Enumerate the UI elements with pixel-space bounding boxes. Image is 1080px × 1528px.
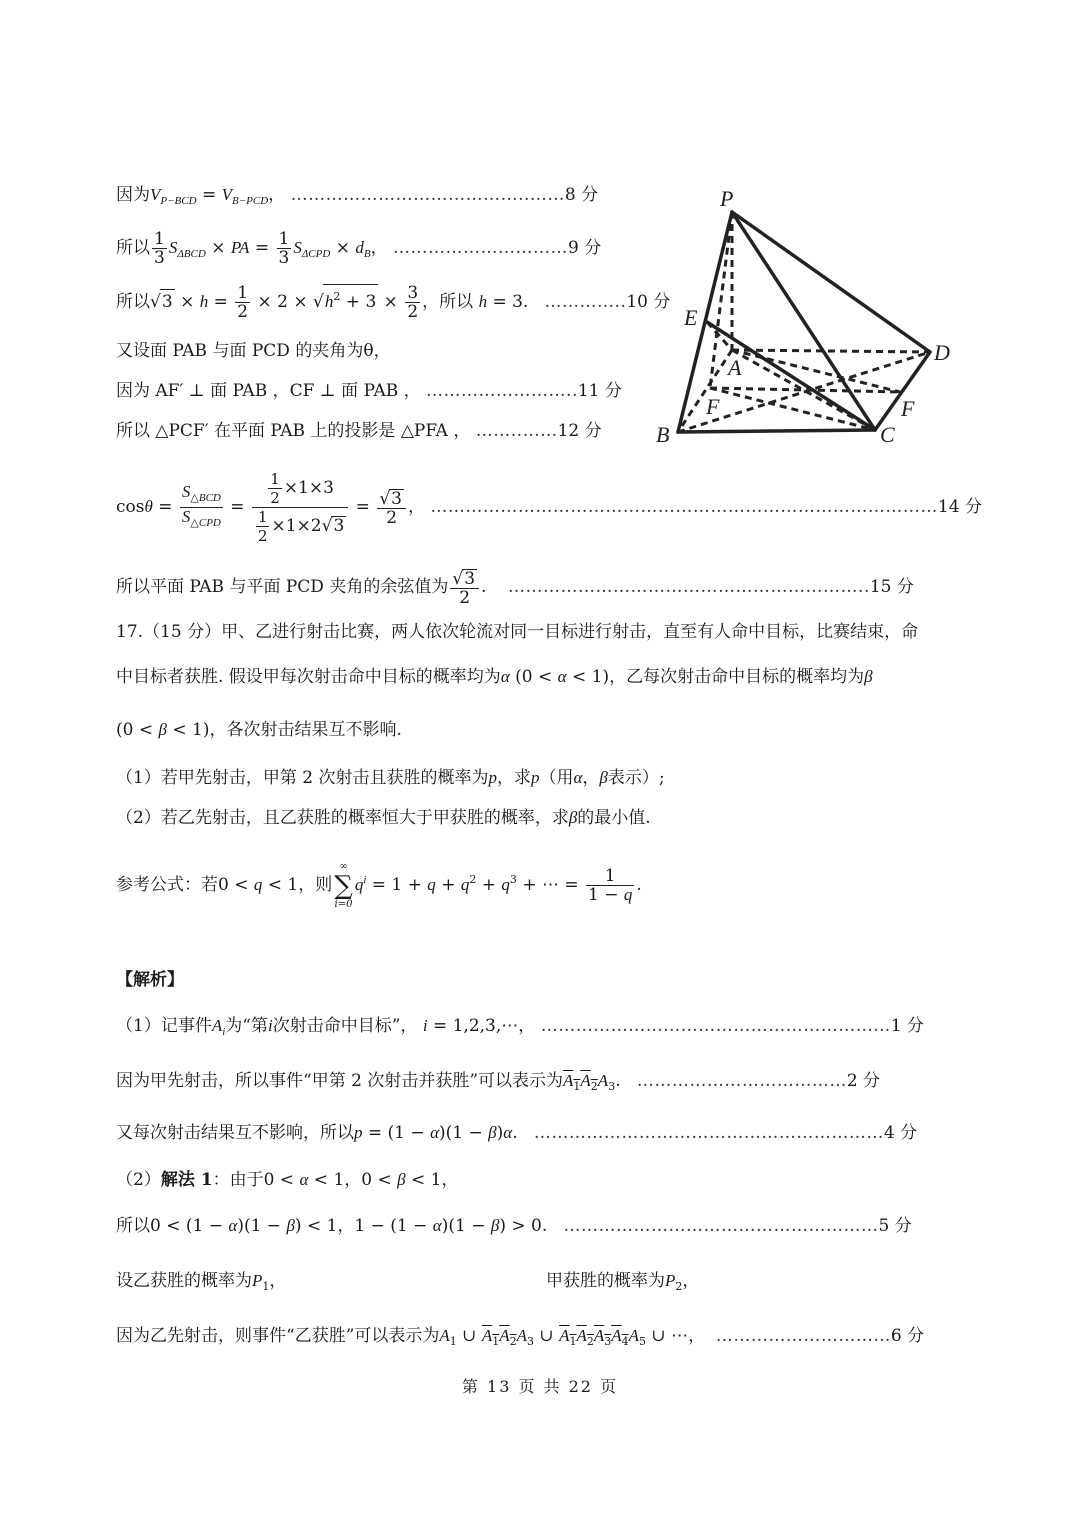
problem-17-line-2: 中目标者获胜. 假设甲每次射击命中目标的概率均为α (0 < α < 1)，乙每次射击命中目标的概率均为β	[116, 667, 873, 687]
dot-leader: …………………………………..……	[290, 185, 565, 205]
score-1: 1 分	[890, 1016, 924, 1036]
label-A: A	[728, 355, 742, 380]
solution-line-4: （2）解法 1：由于0 < α < 1，0 < β < 1，	[116, 1170, 459, 1190]
line-solve-h: 所以√3 × h = $\frac{1}{2}$ × $2 \times √h^2 + 3$ × $\frac{3}{2}$ ，所以 h = 3. …………..10 分	[116, 283, 671, 322]
score-4: 4 分	[883, 1123, 918, 1143]
score-10: 10 分	[626, 292, 671, 312]
pyramid-figure	[650, 180, 970, 450]
score-12: 12 分	[557, 421, 602, 441]
label-P: P	[720, 186, 734, 211]
score-14: 14 分	[937, 497, 982, 517]
solution-header: 【解析】	[116, 970, 184, 990]
label-C: C	[880, 422, 895, 447]
problem-17-line-3: (0 < β < 1)，各次射击结果互不影响.	[116, 720, 402, 740]
label-F: F	[706, 394, 720, 419]
problem-17-line-1: 17.（15 分）甲、乙进行射击比赛，两人依次轮流对同一目标进行射击，直至有人命中目标，比赛结束，命	[116, 622, 919, 642]
reference-formula: 参考公式：若0 < q < 1，则 ∞ ∑ i=0 $q^i = 1 + q + q^2 + q^3$ + ⋯ = $\frac{1}{1 - q}$ .	[116, 860, 642, 910]
solution-line-6b: 甲获胜的概率为$P_2$，	[546, 1271, 700, 1293]
solution-line-2: 因为甲先射击，所以事件“甲第 2 次射击并获胜”可以表示为$A_1A_2A_3$. ………………………………2 分	[116, 1071, 881, 1093]
edge-BC	[678, 430, 875, 432]
page-footer: 第 13 页 共 22 页	[461, 1377, 619, 1396]
label-D: D	[934, 340, 950, 365]
line-area-equation: 所以 $\frac{1}{3}$ $S_{\Delta BCD}$ × PA = $\frac{1}{3}$ $S_{\Delta CPD} \times d_B$， …………………………9 分	[116, 229, 602, 268]
line-conclusion: 所以平面 PAB 与平面 PCD 夹角的余弦值为 $\frac{√3}{2}$ . ……………………………………………………..15 分	[116, 568, 914, 608]
score-2: 2 分	[846, 1071, 881, 1091]
solution-line-6a: 设乙获胜的概率为$P_1$，	[116, 1271, 287, 1293]
label-F-prime: F	[901, 396, 915, 421]
score-11: 11 分	[577, 381, 622, 401]
edge-PD	[732, 212, 930, 352]
solution-line-1: （1）记事件$A_i$为“第i次射击命中目标”， i = 1,2,3,⋯， ……………………………………………………1 分	[116, 1016, 924, 1038]
score-15: 15 分	[869, 577, 914, 597]
line-projection: 所以 △PCF′ 在平面 PAB 上的投影是 △PFA ， ……..……12 分	[116, 421, 602, 441]
solution-line-3: 又每次射击结果互不影响，所以p = (1 − α)(1 − β)α. ……………………………………………………4 分	[116, 1123, 918, 1143]
label-B: B	[656, 422, 670, 447]
solution-line-5: 所以0 < (1 − α)(1 − β) < 1，1 − (1 − α)(1 − β) > 0. ………………………………………………5 分	[116, 1216, 912, 1236]
edge-PC	[732, 212, 875, 430]
score-6: 6 分	[890, 1326, 925, 1346]
score-5: 5 分	[878, 1216, 912, 1236]
problem-17-question-1: （1）若甲先射击，甲第 2 次射击且获胜的概率为p，求p（用α，β表示）;	[116, 768, 665, 788]
line-volume-equation: 因为$V_{P-BCD} = V_{B-PCD}$， …………………………………..……8 分	[116, 185, 599, 207]
score-8: 8 分	[564, 185, 599, 205]
score-9: 9 分	[568, 238, 602, 258]
line-cos-theta: cosθ = $\frac{S_{\triangle BCD}}{S_{\triangle CPD}}$ = $\frac{1}{2}$ ×1×3 $\frac{1}{2}$ ×1×2√3 = $\frac{√3}{2}$ ， ……………………………………………………………………………14 分	[116, 470, 982, 545]
solution-line-7: 因为乙先射击，则事件“乙获胜”可以表示为$A_1$ ∪ $A_1A_2A_3$ ∪ $A_1A_2A_3A_4A_5$ ∪ ⋯， …………………………6 分	[116, 1326, 925, 1348]
line-angle-setup: 又设面 PAB 与面 PCD 的夹角为θ，	[116, 341, 391, 361]
line-perpendicular: 因为 AF′ ⊥ 面 PAB ，CF ⊥ 面 PAB ， ……………………..11 分	[116, 381, 622, 401]
label-E: E	[684, 305, 698, 330]
problem-17-question-2: （2）若乙先射击，且乙获胜的概率恒大于甲获胜的概率，求β的最小值.	[116, 808, 651, 828]
edge-AD	[732, 350, 930, 352]
